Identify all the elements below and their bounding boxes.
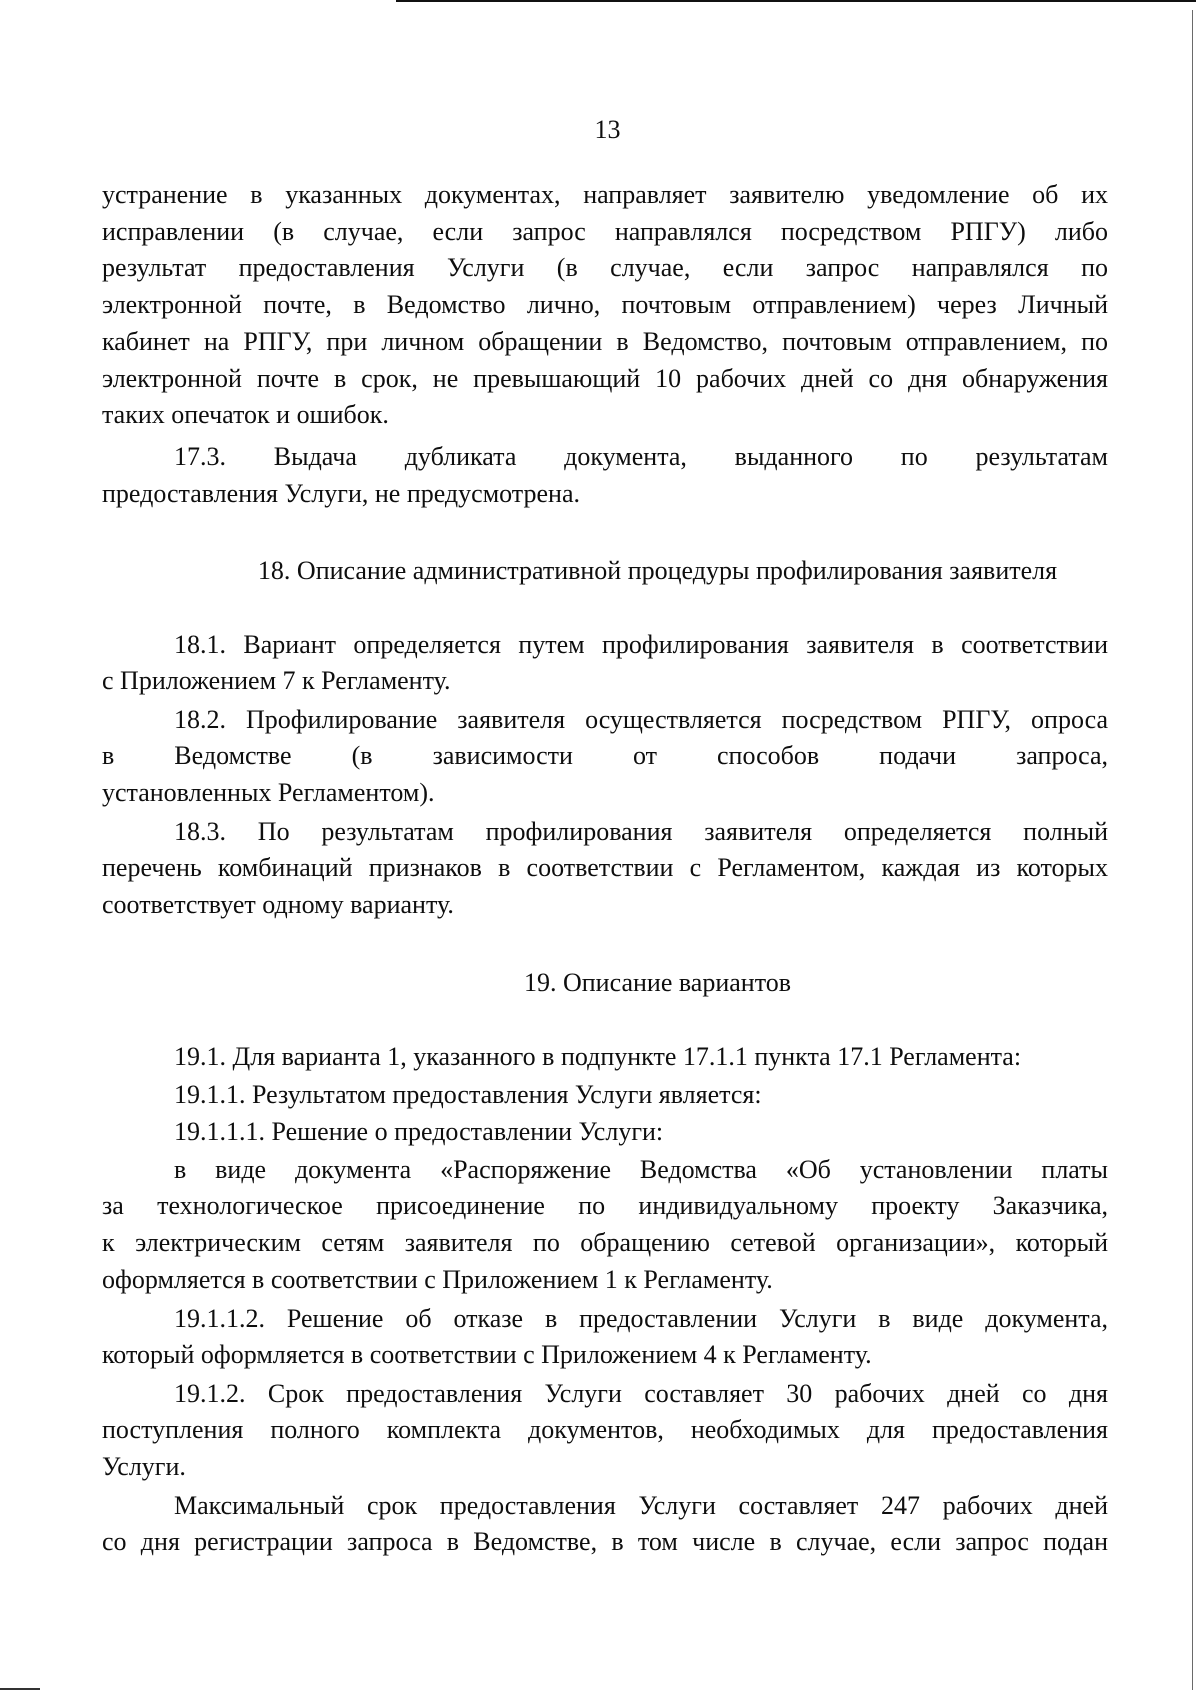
text-line: за технологическое присоединение по индивидуальному проекту Заказчика, bbox=[102, 1191, 1108, 1220]
text-line: 19.1.1.1. Решение о предоставлении Услуги: bbox=[174, 1117, 664, 1146]
text-line: перечень комбинаций признаков в соответствии с Регламентом, каждая из которых bbox=[102, 853, 1108, 882]
section-heading: 18. Описание административной процедуры профилирования заявителя bbox=[257, 556, 1058, 585]
text-line: установленных Регламентом). bbox=[102, 778, 435, 807]
section-heading: 19. Описание вариантов bbox=[523, 968, 791, 997]
scan-bottom-mark bbox=[0, 1688, 40, 1690]
text-line: 19.1.1. Результатом предоставления Услуги является: bbox=[174, 1080, 762, 1109]
text-line: таких опечаток и ошибок. bbox=[102, 400, 389, 429]
text-line: оформляется в соответствии с Приложением 1 к Регламенту. bbox=[102, 1265, 773, 1294]
text-line: Услуги. bbox=[102, 1452, 186, 1481]
text-line: поступления полного комплекта документов, необходимых для предоставления bbox=[102, 1415, 1108, 1444]
scan-right-edge bbox=[1192, 10, 1193, 1690]
text-line: 19.1.1.2. Решение об отказе в предоставлении Услуги в виде документа, bbox=[174, 1304, 1108, 1333]
text-line: в виде документа «Распоряжение Ведомства «Об установлении платы bbox=[174, 1155, 1108, 1184]
scan-top-border bbox=[396, 0, 1196, 2]
text-line: результат предоставления Услуги (в случае, если запрос направлялся по bbox=[102, 253, 1108, 282]
text-line: соответствует одному варианту. bbox=[102, 890, 454, 919]
page-number: 13 bbox=[594, 115, 621, 144]
text-line: со дня регистрации запроса в Ведомстве, в том числе в случае, если запрос подан bbox=[102, 1527, 1108, 1556]
text-line: 18.3. По результатам профилирования заявителя определяется полный bbox=[174, 817, 1108, 846]
text-line: 18.1. Вариант определяется путем профилирования заявителя в соответствии bbox=[174, 630, 1108, 659]
text-line: исправлении (в случае, если запрос направлялся посредством РПГУ) либо bbox=[102, 217, 1108, 246]
text-line: 19.1. Для варианта 1, указанного в подпункте 17.1.1 пункта 17.1 Регламента: bbox=[174, 1042, 1022, 1071]
text-line: кабинет на РПГУ, при личном обращении в Ведомство, почтовым отправлением, по bbox=[102, 327, 1108, 356]
text-line: с Приложением 7 к Регламенту. bbox=[102, 666, 451, 695]
text-line: в Ведомстве (в зависимости от способов подачи запроса, bbox=[102, 741, 1108, 770]
text-line: 17.3. Выдача дубликата документа, выданного по результатам bbox=[174, 442, 1108, 471]
text-line: Максимальный срок предоставления Услуги составляет 247 рабочих дней bbox=[174, 1491, 1108, 1520]
text-line: предоставления Услуги, не предусмотрена. bbox=[102, 479, 580, 508]
text-line: устранение в указанных документах, направляет заявителю уведомление об их bbox=[102, 180, 1108, 209]
text-line: который оформляется в соответствии с Приложением 4 к Регламенту. bbox=[102, 1340, 872, 1369]
text-line: 18.2. Профилирование заявителя осуществляется посредством РПГУ, опроса bbox=[174, 705, 1108, 734]
text-line: электронной почте в срок, не превышающий 10 рабочих дней со дня обнаружения bbox=[102, 364, 1108, 393]
text-line: электронной почте, в Ведомство лично, почтовым отправлением) через Личный bbox=[102, 290, 1108, 319]
text-line: 19.1.2. Срок предоставления Услуги составляет 30 рабочих дней со дня bbox=[174, 1379, 1108, 1408]
text-line: к электрическим сетям заявителя по обращению сетевой организации», который bbox=[102, 1228, 1108, 1257]
